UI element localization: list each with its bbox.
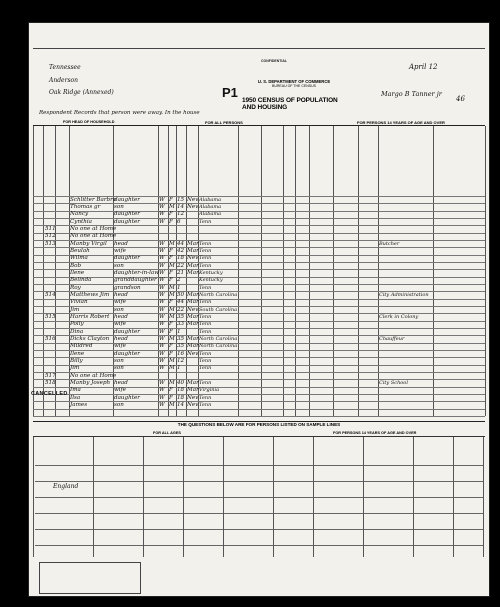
row-birth: Tenn <box>199 321 212 328</box>
grid-row-line <box>33 299 485 300</box>
row-age: 18 <box>177 255 185 262</box>
row-num: 512 <box>45 233 56 240</box>
row-rel: daughter <box>114 350 140 357</box>
row-birth: Kentucky <box>199 277 223 284</box>
bureau-title: BUREAU OF THE CENSUS <box>272 84 316 88</box>
row-birth: North Carolina <box>199 335 238 342</box>
row-age: 12 <box>177 211 185 218</box>
sample-row-line <box>35 513 483 514</box>
row-birth: Tenn <box>199 379 212 386</box>
sample-column-line <box>483 437 484 557</box>
row-race: W <box>159 335 165 342</box>
row-sex: M <box>169 401 175 408</box>
row-ms: Mar <box>187 321 199 328</box>
row-age: 18 <box>177 387 185 394</box>
row-sex: F <box>169 343 173 350</box>
row-sex: F <box>169 394 173 401</box>
row-race: W <box>159 240 165 247</box>
row-age: 16 <box>177 350 185 357</box>
row-rel: daughter <box>114 196 140 203</box>
row-age: 35 <box>177 335 185 342</box>
row-name: Ilene <box>70 269 85 276</box>
row-ms: Mar <box>187 387 199 394</box>
row-race: W <box>159 387 165 394</box>
row-age: 18 <box>177 394 185 401</box>
row-num: 514 <box>45 291 56 298</box>
row-name: Mildred <box>70 343 93 350</box>
grid-row-line <box>33 387 485 388</box>
row-sex: F <box>169 196 173 203</box>
row-rel: daughter <box>114 211 140 218</box>
row-rel: son <box>114 306 124 313</box>
row-rel: head <box>114 335 128 342</box>
row-race: W <box>159 401 165 408</box>
sample-column-line <box>273 437 274 557</box>
row-num: 511 <box>45 225 56 232</box>
row-birth: Alabama <box>199 203 222 210</box>
row-name: Jim <box>70 306 80 313</box>
row-name: No one at Home <box>70 225 117 232</box>
grid-row-line <box>33 306 485 307</box>
row-race: W <box>159 306 165 313</box>
row-name: Bob <box>70 262 82 269</box>
row-age: 22 <box>177 262 185 269</box>
row-birth: Tenn <box>199 394 212 401</box>
row-race: W <box>159 328 165 335</box>
row-birth: Tenn <box>199 255 212 262</box>
row-age: 1 <box>177 284 181 291</box>
row-rel: head <box>114 379 128 386</box>
row-rel: head <box>114 313 128 320</box>
row-name: James <box>70 401 88 408</box>
row-rel: granddaughter <box>114 277 157 284</box>
grid-row-line <box>33 284 485 285</box>
row-race: W <box>159 255 165 262</box>
grid-row-line <box>33 401 485 402</box>
grid-row-line <box>33 365 485 366</box>
enumerator-value: Margo B Tanner jr <box>381 90 442 98</box>
row-ms: Nev <box>187 255 199 262</box>
row-age: 14 <box>177 401 185 408</box>
row-ms: Mar <box>187 262 199 269</box>
sample-column-line <box>183 437 184 557</box>
row-sex: M <box>169 203 175 210</box>
row-rel: son <box>114 365 124 372</box>
row-race: W <box>159 291 165 298</box>
row-occ: City School <box>379 379 408 386</box>
sheet-number: 46 <box>456 95 465 103</box>
row-race: W <box>159 365 165 372</box>
row-age: 1 <box>177 365 181 372</box>
row-age: 12 <box>177 357 185 364</box>
row-sex: M <box>169 240 175 247</box>
row-race: W <box>159 218 165 225</box>
row-ms: Mar <box>187 343 199 350</box>
grid-row-line <box>33 255 485 256</box>
row-rel: daughter-in-law <box>114 269 160 276</box>
row-sex: M <box>169 379 175 386</box>
row-race: W <box>159 299 165 306</box>
row-num: 516 <box>45 335 56 342</box>
row-name: Belinda <box>70 277 92 284</box>
sample-row-line <box>35 465 483 466</box>
row-birth: Tenn <box>199 313 212 320</box>
row-age: 2 <box>177 277 181 284</box>
department-title: U. S. DEPARTMENT OF COMMERCE <box>257 79 331 84</box>
row-age: 50 <box>177 291 185 298</box>
row-name: Nancy <box>70 211 89 218</box>
row-rel: son <box>114 203 124 210</box>
row-name: Jim <box>70 365 80 372</box>
row-race: W <box>159 350 165 357</box>
row-sex: F <box>169 328 173 335</box>
form-label: P1 <box>222 85 238 100</box>
row-ms: Mar <box>187 269 199 276</box>
row-race: W <box>159 321 165 328</box>
row-birth: Tenn <box>199 299 212 306</box>
row-name: Schlitter Barbra <box>70 196 117 203</box>
row-num: 515 <box>45 313 56 320</box>
sample-column-line <box>453 437 454 557</box>
row-name: Wilma <box>70 255 88 262</box>
row-ms: Mar <box>187 379 199 386</box>
grid-row-line <box>33 394 485 395</box>
row-sex: F <box>169 247 173 254</box>
row-sex: F <box>169 255 173 262</box>
date-value: April 12 <box>409 63 438 71</box>
row-rel: wife <box>114 321 126 328</box>
sample-column-line <box>33 437 34 557</box>
row-rel: son <box>114 401 124 408</box>
row-num: 518 <box>45 379 56 386</box>
row-occ: City Administration <box>379 291 429 298</box>
grid-row-line <box>33 218 485 219</box>
sample-age14-header: FOR PERSONS 14 YEARS OF AGE AND OVER <box>333 431 417 435</box>
county-value: Anderson <box>49 77 79 84</box>
row-race: W <box>159 247 165 254</box>
sample-row-line <box>35 481 483 482</box>
enumerator-boxes <box>39 562 141 594</box>
row-race: W <box>159 284 165 291</box>
row-ms: Nev <box>187 203 199 210</box>
grid-column-line <box>485 126 486 416</box>
sample-all-ages-header: FOR ALL AGES <box>153 431 181 435</box>
row-age: 22 <box>177 306 185 313</box>
row-age: 33 <box>177 321 185 328</box>
row-sex: F <box>169 321 173 328</box>
sample-column-line <box>363 437 364 557</box>
row-rel: son <box>114 357 124 364</box>
row-birth: Kentucky <box>199 269 223 276</box>
sample-row-line <box>35 497 483 498</box>
row-birth: Tenn <box>199 350 212 357</box>
grid-row-line <box>33 262 485 263</box>
sample-birthplace-entry: England <box>53 483 79 490</box>
row-name: Cynthia <box>70 218 93 225</box>
grid-row-line <box>33 247 485 248</box>
sample-column-line <box>223 437 224 557</box>
sample-column-line <box>313 437 314 557</box>
row-birth: Tenn <box>199 262 212 269</box>
row-rel: wife <box>114 343 126 350</box>
row-race: W <box>159 379 165 386</box>
row-rel: son <box>114 262 124 269</box>
sample-row-line <box>35 545 483 546</box>
row-birth: South Carolina <box>199 306 238 313</box>
row-name: Dicks Clayton <box>70 335 110 342</box>
district-value: Oak Ridge (Annexed) <box>49 89 114 96</box>
row-age: 21 <box>177 269 185 276</box>
respondent-note: Respondent Records that person were away. In the house <box>39 110 200 116</box>
row-birth: Tenn <box>199 240 212 247</box>
sample-column-line <box>93 437 94 557</box>
row-age: 6 <box>177 218 181 225</box>
row-ms: Nev <box>187 196 199 203</box>
grid-row-line <box>33 416 485 417</box>
row-rel: daughter <box>114 218 140 225</box>
row-name: Vivian <box>70 299 88 306</box>
row-race: W <box>159 313 165 320</box>
row-age: 35 <box>177 313 185 320</box>
grid-row-line <box>33 203 485 204</box>
row-birth: Tenn <box>199 328 212 335</box>
row-num: 513 <box>45 240 56 247</box>
row-num: 517 <box>45 372 56 379</box>
row-age: 1 <box>177 328 181 335</box>
row-birth: North Carolina <box>199 343 238 350</box>
row-rel: daughter <box>114 328 140 335</box>
sample-column-line <box>413 437 414 557</box>
row-sex: F <box>169 277 173 284</box>
row-rel: wife <box>114 299 126 306</box>
row-rel: grandson <box>114 284 141 291</box>
row-race: W <box>159 277 165 284</box>
row-ms: Mar <box>187 291 199 298</box>
row-birth: Alabama <box>199 196 222 203</box>
row-ms: Mar <box>187 299 199 306</box>
grid-row-line <box>33 357 485 358</box>
all-persons-header: FOR ALL PERSONS <box>205 120 243 125</box>
row-sex: F <box>169 387 173 394</box>
row-name: Ilene <box>70 350 85 357</box>
row-race: W <box>159 269 165 276</box>
row-name: Ilsa <box>70 394 81 401</box>
confidential-label: CONFIDENTIAL <box>261 59 288 63</box>
row-sex: F <box>169 269 173 276</box>
row-name: Roy <box>70 284 81 291</box>
census-title: 1950 CENSUS OF POPULATION AND HOUSING <box>242 97 338 111</box>
row-rel: head <box>114 240 128 247</box>
state-value: Tennessee <box>49 64 81 71</box>
row-rel: head <box>114 291 128 298</box>
row-race: W <box>159 196 165 203</box>
row-age: 14 <box>177 203 185 210</box>
row-sex: M <box>169 262 175 269</box>
grid-row-line <box>33 328 485 329</box>
row-age: 40 <box>177 379 185 386</box>
row-occ: Butcher <box>379 240 400 247</box>
row-name: Dina <box>70 328 84 335</box>
row-occ: Clerk in Colony <box>379 313 419 320</box>
row-birth: Virginia <box>199 387 220 394</box>
row-rel: wife <box>114 387 126 394</box>
row-name: Ima <box>70 387 81 394</box>
row-age: 35 <box>177 343 185 350</box>
row-rel: daughter <box>114 394 140 401</box>
grid-row-line <box>33 277 485 278</box>
sample-row-line <box>35 529 483 530</box>
row-name: No one at Home <box>70 372 117 379</box>
row-ms: Nev <box>187 394 199 401</box>
grid-row-line <box>33 321 485 322</box>
row-age: 44 <box>177 299 185 306</box>
row-occ: Chauffeur <box>379 335 405 342</box>
row-race: W <box>159 262 165 269</box>
row-ms: Nev <box>187 306 199 313</box>
row-sex: M <box>169 357 175 364</box>
row-name: Billy <box>70 357 83 364</box>
row-race: W <box>159 394 165 401</box>
grid-row-line <box>33 269 485 270</box>
row-sex: M <box>169 291 175 298</box>
row-birth: Tenn <box>199 247 212 254</box>
row-ms: Mar <box>187 247 199 254</box>
top-form-strip <box>33 26 485 49</box>
row-ms: Mar <box>187 240 199 247</box>
sample-section <box>33 421 485 594</box>
row-race: W <box>159 203 165 210</box>
row-race: W <box>159 357 165 364</box>
population-grid <box>33 125 485 417</box>
row-sex: F <box>169 299 173 306</box>
row-sex: M <box>169 306 175 313</box>
sample-grid <box>33 436 485 557</box>
row-birth: Tenn <box>199 401 212 408</box>
row-ms: Nev <box>187 350 199 357</box>
form-title-block <box>244 75 344 117</box>
row-race: W <box>159 343 165 350</box>
row-sex: F <box>169 211 173 218</box>
grid-row-line <box>33 343 485 344</box>
row-rel: daughter <box>114 255 140 262</box>
cancelled-stamp: CANCELLED <box>31 391 68 397</box>
row-name: Polly <box>70 321 84 328</box>
row-name: No one at Home <box>70 233 117 240</box>
row-name: Harris Robert <box>70 313 110 320</box>
row-birth: Tenn <box>199 357 212 364</box>
grid-row-line <box>33 211 485 212</box>
sample-title: THE QUESTIONS BELOW ARE FOR PERSONS LISTED ON SAMPLE LINES <box>177 422 341 427</box>
row-age: 44 <box>177 240 185 247</box>
row-birth: Alabama <box>199 211 222 218</box>
row-name: Manby Joseph <box>70 379 111 386</box>
row-ms: Nev <box>187 401 199 408</box>
grid-row-line <box>33 350 485 351</box>
row-sex: M <box>169 284 175 291</box>
row-birth: Tenn <box>199 218 212 225</box>
row-sex: M <box>169 313 175 320</box>
row-birth: Tenn <box>199 284 212 291</box>
row-name: Beulah <box>70 247 90 254</box>
census-sheet <box>28 22 490 597</box>
row-name: Matthews Jim <box>70 291 110 298</box>
row-age: 15 <box>177 196 185 203</box>
row-rel: wife <box>114 247 126 254</box>
row-ms: Mar <box>187 313 199 320</box>
row-name: Manby Virgil <box>70 240 107 247</box>
age14-header: FOR PERSONS 14 YEARS OF AGE AND OVER <box>357 120 445 125</box>
grid-row-line <box>33 409 485 410</box>
row-sex: M <box>169 335 175 342</box>
household-header: FOR HEAD OF HOUSEHOLD <box>63 120 115 124</box>
row-sex: F <box>169 218 173 225</box>
row-race: W <box>159 211 165 218</box>
row-birth: North Carolina <box>199 291 238 298</box>
row-sex: M <box>169 365 175 372</box>
sample-column-line <box>143 437 144 557</box>
row-sex: F <box>169 350 173 357</box>
row-ms: Mar <box>187 335 199 342</box>
row-name: Thomas gr <box>70 203 101 210</box>
row-age: 42 <box>177 247 185 254</box>
row-birth: Tenn <box>199 365 212 372</box>
